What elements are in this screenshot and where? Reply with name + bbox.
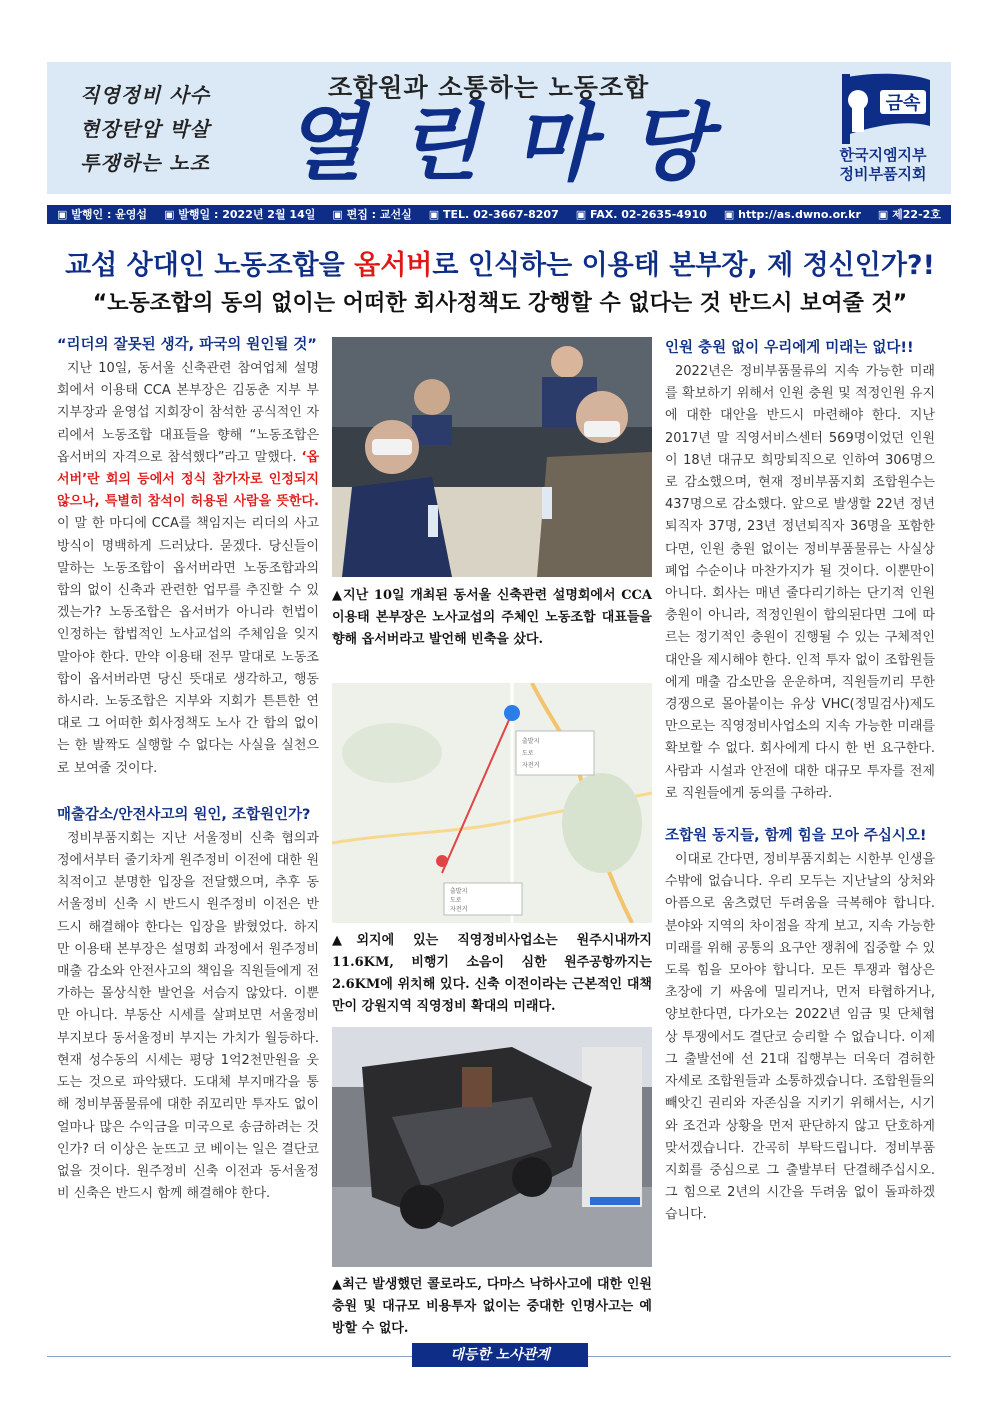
slogan-2: 현장탄압 박살 [80,117,210,141]
map-marker-a-icon [504,705,520,721]
left-section-1-text-a: 지난 10일, 동서울 신축관련 참여업체 설명회에서 이용태 CCA 본부장은 김동춘 지부 부지부장과 윤영섭 지회장이 참석한 공식적인 자리에서 노동조합 대표들을 향해 “노동조합은 옵서버의 자격으로 참석했다”라고 말했다. [57,361,319,465]
left-column [57,334,319,1205]
location-map [332,683,652,923]
telephone: ▣ TEL. 02-3667-8207 [429,205,559,224]
headline-highlight: 옵서버 [354,250,433,281]
left-section-1-highlight: ‘옵서버’란 회의 등에서 정식 참가자로 인정되지 않으나, 특별히 참석이 허용된 사람을 뜻한다. [57,449,319,510]
org-line-2: 정비부품지회 [839,165,927,183]
right-section-2-title: 조합원 동지들, 함께 힘을 모아 주십시오! [665,828,927,845]
main-headline [40,243,960,282]
website-link[interactable]: ▣ http://as.dwno.or.kr [724,205,861,224]
publish-date: ▣ 발행일 : 2022년 2월 14일 [164,205,315,224]
org-line-1: 한국지엠지부 [839,146,927,164]
map-box1-label-2: 도로 [522,750,534,757]
right-section-1-title: 인원 충원 없이 우리에게 미래는 없다!! [665,340,914,356]
masthead-tagline: 조합원과 소통하는 노동조합 [328,73,650,102]
right-column [665,337,935,1227]
map-box2-label-2: 도로 [450,897,462,904]
left-section-1-body [57,358,319,780]
slogan-3: 투쟁하는 노조 [80,151,210,175]
slogan-list [80,78,230,180]
meeting-photo [332,337,652,577]
footer-slogan: 대등한 노사관계 [412,1343,588,1367]
publication-info-bar [47,205,951,224]
headline-part-3: 로 인식하는 이용태 본부장, 제 정신인가?! [432,250,935,281]
editor: ▣ 편집 : 교선실 [332,205,411,224]
publisher: ▣ 발행인 : 윤영섭 [57,205,147,224]
right-section-1-body: 2022년은 정비부품물류의 지속 가능한 미래를 확보하기 위해서 인원 충원 및 적정인원 유지에 대한 대안을 반드시 마련해야 한다. 지난 2017년 말 직영서비스센터 569명이었던 인원이 18년 대규모 희망퇴직으로 인하여 306명으로 감소했으며, 현재 정비부품지회 조합원수는 437명으로 감소했다. 앞으로 발생할 22년 정년퇴직자 37명, 23년 정년퇴직자 36명을 포함한다면, 인원 충원 없이는 정비부품물류는 사실상 폐업 수순이나 마찬가지가 될 것이다. 이뿐만이 아니다. 회사는 매년 줄다리기하는 단기적 인원충원이 아니라, 적정인원이 합의된다면 그에 따르는 정기적인 충원이 진행될 수 있는 구체적인 대안을 제시해야 한다. 인적 투자 없이 조합원들에게 매출 감소만을 운운하며, 직원들끼리 무한경쟁으로 몰아붙이는 유상 VHC(정밀검사)제도 만으로는 직영정비사업소의 지속 가능한 미래를 확보할 수 없다. 회사에게 다시 한 번 요구한다. 사람과 시설과 안전에 대한 대규모 투자를 전제로 직원들에게 동의를 구하라. [665,364,935,801]
left-section-1-title: “리더의 잘못된 생각, 파국의 원인될 것” [57,337,317,353]
sub-headline: “노동조합의 동의 없이는 어떠한 회사정책도 강행할 수 없다는 것 반드시 보여줄 것” [92,291,908,316]
right-section-2-body: 이대로 간다면, 정비부품지회는 시한부 인생을 수밖에 없습니다. 우리 모두는 지난날의 상처와 아픔으로 움츠렸던 두려움을 극복해야 합니다. 분야와 지역의 차이점을 작게 보고, 지속 가능한 미래를 위해 공통의 요구안 쟁취에 집중할 수 있도록 힘을 모아야 합니다. 모든 투쟁과 협상은 초장에 기 싸움에 밀리거나, 먼저 타협하거나, 양보한다면, 다가오는 2022년 임금 및 단체협상 투쟁에서도 결단코 승리할 수 없습니다. 이제 그 출발선에 선 21대 집행부는 더욱더 겸허한 자세로 조합원들과 소통하겠습니다. 조합원들의 빼앗긴 권리와 자존심을 지키기 위해서는, 시기와 조건과 상황을 먼저 판단하지 않고 단호하게 맞서겠습니다. 간곡히 부탁드립니다. 정비부품지회를 중심으로 그 출발부터 단결해주십시오. 그 힘으로 2년의 시간을 두려움 없이 돌파하겠습니다. [665,852,935,1223]
left-section-2-body: 정비부품지회는 지난 서울정비 신축 협의과정에서부터 줄기차게 원주정비 이전에 대한 원칙적이고 분명한 입장을 전달했으며, 추후 동서울정비 신축 시 반드시 원주정비 이전은 반드시 해결해야 한다는 입장을 밝혔었다. 하지만 이용태 본부장은 설명회 과정에서 원주정비 매출 감소와 안전사고의 책임을 직원들에게 전가하는 몰상식한 발언을 서슴지 않았다. 이뿐만 아니다. 부동산 시세를 살펴보면 서울정비 부지보다 동서울정비 부지는 가치가 월등하다. 현재 성수동의 시세는 평당 1억2천만원을 웃도는 것으로 파악됐다. 도대체 부지매각을 통해 정비부품물류에 대한 쥐꼬리만 투자도 없이 얼마나 많은 수익금을 미국으로 송금하려는 것인가? 더 이상은 눈뜨고 코 베이는 일은 결단코 없을 것이다. 원주정비 신축 이전과 동서울정비 신축은 반드시 함께 해결해야 한다. [57,830,319,1202]
union-logo-icon [838,70,934,144]
map-box2-label-1: 출발지 [450,888,468,895]
map-box2-label-3: 자전거 [450,906,468,913]
issue-number: ▣ 제22-2호 [878,205,941,224]
slogan-1: 직영정비 사수 [80,83,210,107]
org-name [828,146,938,184]
map-box1-label-3: 자전거 [522,762,540,769]
left-section-2-title: 매출감소/안전사고의 원인, 조합원인가? [57,806,311,823]
map-caption: ▲외지에 있는 직영정비사업소는 원주시내까지 11.6KM, 비행기 소음이 심한 원주공항까지는 2.6KM에 위치해 있다. 신축 이전이라는 근본적인 대책만이 강원지역 직영정비 확대의 미래다. [332,933,652,1014]
accident-photo [332,1027,652,1267]
left-section-1-text-b: 이 말 한 마디에 CCA를 책임지는 리더의 사고방식이 명백하게 드러났다. 묻겠다. 당신들이 말하는 노동조합이 옵서버라면 노동조합과의 합의 없이 신축과 관련한 업무를 추진할 수 있겠는가? 노동조합은 옵서버가 아니라 헌법이 인정하는 합법적인 노사교섭의 주체임을 잊지 말아야 한다. 만약 이용태 전무 말대로 노동조합이 옵서버라면 당신 뜻대로 생각하고, 행동하시라. 노동조합은 지부와 지회가 튼튼한 연대로 그 어떠한 회사정책도 노사 간 합의 없이는 한 발짝도 실행할 수 없다는 사실을 실천으로 보여줄 것이다. [57,516,319,776]
accident-photo-caption: ▲최근 발생했던 콜로라도, 다마스 낙하사고에 대한 인원충원 및 대규모 비용투자 없이는 중대한 인명사고는 예방할 수 없다. [332,1277,652,1336]
fax: ▣ FAX. 02-2635-4910 [576,205,707,224]
logo-text: 금속 [885,93,921,114]
meeting-photo-caption: ▲지난 10일 개최된 동서울 신축관련 설명회에서 CCA 이용태 본부장은 노사교섭의 주체인 노동조합 대표들을 향해 옵서버라고 발언해 빈축을 샀다. [332,588,652,647]
map-box1-label-1: 출발지 [522,738,540,745]
newsletter-title: 열린마당 [283,94,744,192]
headline-part-1: 교섭 상대인 노동조합을 [65,250,355,281]
